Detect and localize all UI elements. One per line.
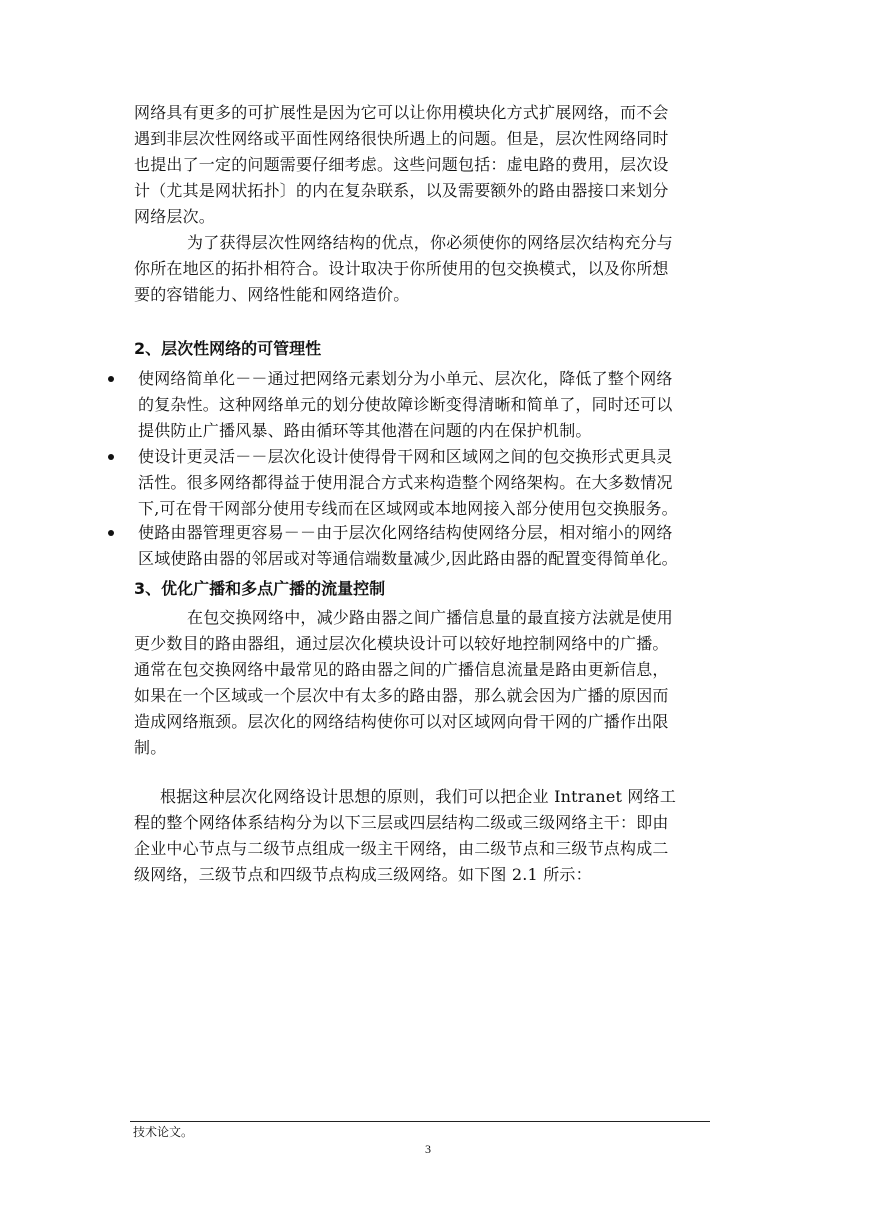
text-line: 在包交换网络中，减少路由器之间广播信息量的最直接方法就是使用 bbox=[187, 608, 674, 627]
text-line: 使路由器管理更容易－－由于层次化网络结构使网络分层，相对缩小的网络 bbox=[138, 523, 673, 542]
text-line: 使设计更灵活－－层次化设计使得骨干网和区域网之间的包交换形式更具灵 bbox=[138, 447, 673, 466]
text-line: 如果在一个区域或一个层次中有太多的路由器，那么就会因为广播的原因而 bbox=[134, 686, 669, 705]
text-line: 更少数目的路由器组，通过层次化模块设计可以较好地控制网络中的广播。 bbox=[134, 634, 669, 653]
text-line: 你所在地区的拓扑相符合。设计取决于你所使用的包交换模式，以及你所想 bbox=[134, 259, 669, 278]
text-line: 网络具有更多的可扩展性是因为它可以让你用模块化方式扩展网络，而不会 bbox=[134, 103, 669, 122]
text-line: 的复杂性。这种网络单元的划分使故障诊断变得清晰和简单了，同时还可以 bbox=[138, 395, 673, 414]
paragraph-topology bbox=[134, 230, 673, 308]
footer-divider bbox=[130, 1121, 710, 1122]
text-line: 要的容错能力、网络性能和网络造价。 bbox=[134, 285, 410, 304]
page-number: 3 bbox=[425, 1142, 431, 1156]
text-line: 企业中心节点与二级节点组成一级主干网络，由二级节点和三级节点构成二 bbox=[134, 839, 669, 858]
paragraph-broadcast bbox=[134, 605, 673, 761]
text-line: 造成网络瓶颈。层次化的网络结构使你可以对区域网向骨干网的广播作出限 bbox=[134, 712, 669, 731]
text-line: 下,可在骨干网部分使用专线而在区域网或本地网接入部分使用包交换服务。 bbox=[138, 499, 678, 518]
text-line: 遇到非层次性网络或平面性网络很快所遇上的问题。但是，层次性网络同时 bbox=[134, 129, 669, 148]
text-line: 网络层次。 bbox=[134, 207, 216, 226]
paragraph-intranet bbox=[134, 784, 676, 888]
text-line: 计（尤其是网状拓扑〕的内在复杂联系，以及需要额外的路由器接口来划分 bbox=[134, 181, 669, 200]
bullet-icon bbox=[108, 454, 114, 460]
paragraph-scalability bbox=[134, 100, 669, 230]
bullet-item bbox=[108, 366, 748, 446]
section-heading-broadcast: 3、优化广播和多点广播的流量控制 bbox=[134, 579, 386, 598]
text-line: 区域使路由器的邻居或对等通信端数量减少,因此路由器的配置变得简单化。 bbox=[138, 549, 678, 568]
text-line: 根据这种层次化网络设计思想的原则，我们可以把企业 Intranet 网络工 bbox=[160, 787, 677, 806]
text-line: 程的整个网络体系结构分为以下三层或四层结构二级或三级网络主干：即由 bbox=[134, 813, 669, 832]
bullet-item bbox=[108, 520, 748, 574]
text-line: 级网络，三级节点和四级节点构成三级网络。如下图 2.1 所示： bbox=[134, 865, 592, 884]
text-line: 提供防止广播风暴、路由循环等其他潜在问题的内在保护机制。 bbox=[138, 421, 592, 440]
bullet-item bbox=[108, 444, 748, 524]
text-line: 制。 bbox=[134, 738, 167, 757]
text-line: 也提出了一定的问题需要仔细考虑。这些问题包括：虚电路的费用，层次设 bbox=[134, 155, 669, 174]
text-line: 使网络简单化－－通过把网络元素划分为小单元、层次化，降低了整个网络 bbox=[138, 369, 673, 388]
bullet-icon bbox=[108, 376, 114, 382]
section-heading-manageability: 2、层次性网络的可管理性 bbox=[134, 339, 322, 358]
bullet-text bbox=[138, 444, 678, 522]
text-line: 活性。很多网络都得益于使用混合方式来构造整个网络架构。在大多数情况 bbox=[138, 473, 673, 492]
bullet-text bbox=[138, 366, 673, 444]
bullet-icon bbox=[108, 530, 114, 536]
footer-text: 技术论文。 bbox=[133, 1125, 194, 1139]
bullet-text bbox=[138, 520, 678, 572]
text-line: 通常在包交换网络中最常见的路由器之间的广播信息流量是路由更新信息， bbox=[134, 660, 669, 679]
text-line: 为了获得层次性网络结构的优点，你必须使你的网络层次结构充分与 bbox=[187, 233, 674, 252]
